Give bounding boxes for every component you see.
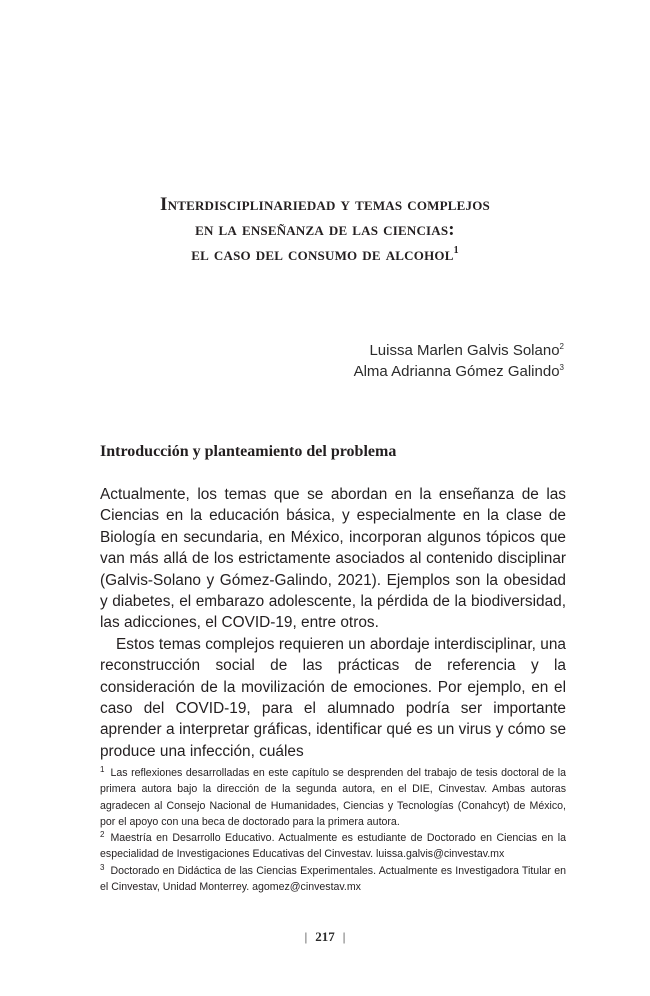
author-list <box>354 340 564 382</box>
page-number-left-bar: | <box>304 929 308 944</box>
body-paragraph-2: Estos temas complejos requieren un abordaje interdisciplinar, una reconstrucción social de las prácticas de referencia y la consideración de la movilización de emociones. Por ejemplo, en el caso del COVID-19, para el alumnado podría ser importante aprender a interpretar gráficas, identificar qué es un virus y cómo se produce una infección, cuáles <box>100 635 566 760</box>
footnote-3-text: Doctorado en Didáctica de las Ciencias Experimentales. Actualmente es Investigadora Titular en el Cinvestav, Unidad Monterrey. agomez@cinvestav.mx <box>100 864 566 894</box>
footnotes <box>100 765 566 895</box>
page-number-right-bar: | <box>342 929 346 944</box>
author-1-name: Luissa Marlen Galvis Solano <box>369 342 560 359</box>
chapter-title-line-1: Interdisciplinariedad y temas complejos <box>160 194 490 215</box>
body-text <box>100 484 566 762</box>
author-1 <box>354 340 564 361</box>
chapter-title-line-3-text: el caso del consumo de alcohol <box>191 244 454 265</box>
footnote-ref-2: 2 <box>559 342 564 351</box>
footnote-1-text: Las reflexiones desarrolladas en este capítulo se desprenden del trabajo de tesis doctoral de la primera autora bajo la dirección de la segunda autora, en el DIE, Cinvestav. Ambas autoras agradecen al Consejo Nacional de Humanidades, Ciencias y Tecnologías (Conahcyt) de México, por el apoyo con una beca de doctorado para la primera autora. <box>100 767 566 828</box>
author-2 <box>354 361 564 382</box>
footnote-2 <box>100 830 566 863</box>
page-number-value: 217 <box>315 929 335 944</box>
footnote-ref-1: 1 <box>453 245 459 256</box>
chapter-title-line-3 <box>80 242 570 267</box>
page-number <box>0 929 650 945</box>
footnote-1 <box>100 765 566 830</box>
footnote-3 <box>100 863 566 896</box>
footnote-2-mark: 2 <box>100 830 105 840</box>
footnote-1-mark: 1 <box>100 765 105 774</box>
section-heading: Introducción y planteamiento del problema <box>100 443 397 460</box>
author-2-name: Alma Adrianna Gómez Galindo <box>353 363 560 380</box>
body-paragraph-1: Actualmente, los temas que se abordan en la enseñanza de las Ciencias en la educación básica, y especialmente en la clase de Biología en secundaria, en México, incorporan algunos tópicos que van más allá de los estrictamente asociados al contenido disciplinar (Galvis-Solano y Gómez-Galindo, 2021). Ejemplos son la obesidad y diabetes, el embarazo adolescente, la pérdida de la biodiversidad, las adicciones, el COVID-19, entre otros. <box>100 486 566 632</box>
footnote-3-mark: 3 <box>100 862 105 872</box>
footnote-ref-3: 3 <box>559 363 564 372</box>
footnote-2-text: Maestría en Desarrollo Educativo. Actualmente es estudiante de Doctorado en Ciencias en la especialidad de Investigaciones Educativas del Cinvestav. luissa.galvis@cinvestav.mx <box>100 832 566 861</box>
chapter-title-line-2: en la enseñanza de las ciencias: <box>195 219 455 240</box>
chapter-title <box>80 192 570 267</box>
